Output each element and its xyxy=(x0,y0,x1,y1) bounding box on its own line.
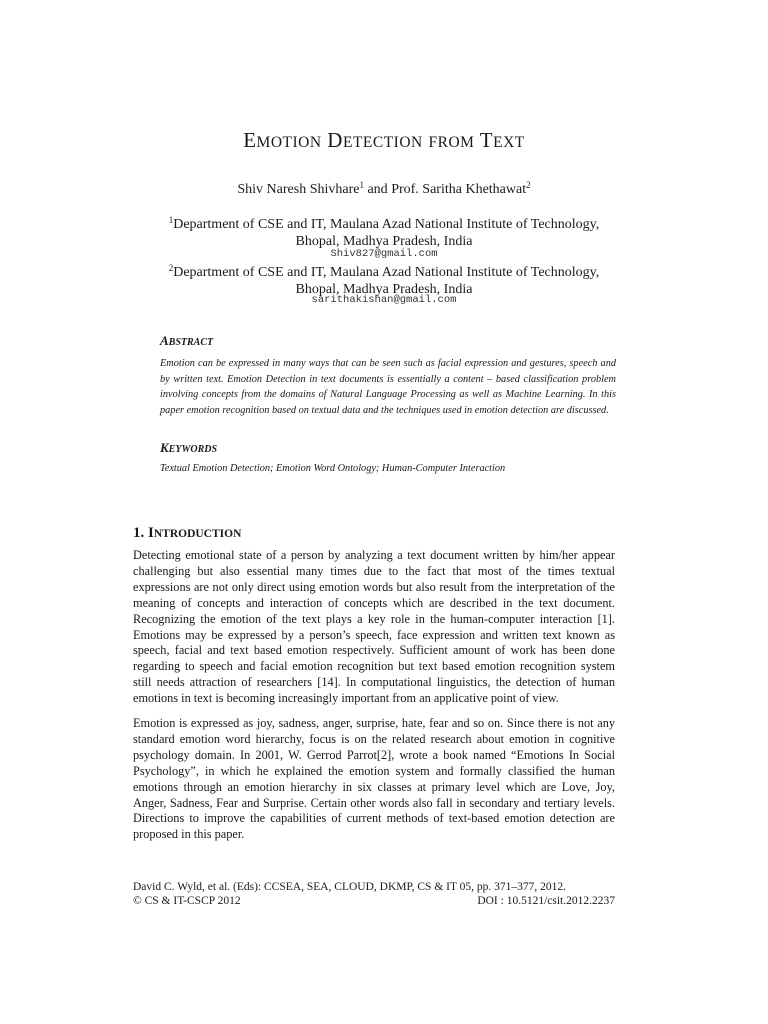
affiliation-sup: 1 xyxy=(168,215,174,225)
affiliation-2 xyxy=(0,260,768,298)
title-word2-cap: D xyxy=(327,128,343,152)
footer-citation: David C. Wyld, et al. (Eds): CCSEA, SEA, CLOUD, DKMP, CS & IT 05, pp. 371–377, 2012. xyxy=(133,881,567,893)
paper-title xyxy=(0,128,768,153)
author-list xyxy=(0,180,768,198)
introduction-heading xyxy=(133,525,241,542)
keywords-text: Textual Emotion Detection; Emotion Word Ontology; Human-Computer Interaction xyxy=(160,463,506,474)
keywords-heading-cap: K xyxy=(160,440,169,455)
introduction-heading-cap: I xyxy=(148,525,154,541)
title-word1-cap: E xyxy=(243,128,257,152)
abstract-heading-rest: BSTRACT xyxy=(168,337,214,348)
author-name: Prof. Saritha Khethawat xyxy=(391,182,527,197)
title-word4-cap: T xyxy=(479,128,494,152)
author-conjunction: and xyxy=(363,182,392,197)
abstract-heading xyxy=(160,333,213,349)
keywords-heading-rest: EYWORDS xyxy=(168,444,218,455)
affiliation-line: Bhopal, Madhya Pradesh, India xyxy=(295,282,473,297)
section-number: 1. xyxy=(133,525,148,541)
author-email[interactable]: Shiv827@gmail.com xyxy=(330,248,438,260)
affiliation-1 xyxy=(0,212,768,250)
introduction-heading-rest: NTRODUCTION xyxy=(153,528,242,540)
footer-copyright: © CS & IT-CSCP 2012 xyxy=(133,895,241,907)
abstract-heading-cap: A xyxy=(160,333,169,348)
author-email[interactable]: sarithakishan@gmail.com xyxy=(311,294,457,306)
keywords-heading xyxy=(160,440,217,456)
title-word1-rest: MOTION xyxy=(256,134,322,151)
affiliation-line: Bhopal, Madhya Pradesh, India xyxy=(295,234,473,249)
affiliation-line: Department of CSE and IT, Maulana Azad National Institute of Technology, xyxy=(173,265,600,280)
affiliation-sup: 2 xyxy=(168,263,174,273)
introduction-paragraph-1: Detecting emotional state of a person by analyzing a text document written by him/her appear challenging but also essential many times due to the fact that most of the times textual expressions are not only direct using emotion words but also result from the interpretation of the meaning of concepts and interaction of concepts which are described in the text document. Recognizing the emotion of the text plays a key role in the human-computer interaction [1]. Emotions may be expressed by a person’s speech, face expression and written text known as speech, facial and text based emotion respectively. Sufficient amount of work has been done regarding to speech and facial emotion recognition but text based emotion recognition system still needs attraction of researchers [14]. In computational linguistics, the detection of human emotions in text is becoming increasingly important from an applicative point of view. xyxy=(133,548,615,706)
author-sup: 2 xyxy=(526,180,531,190)
title-word2-rest: ETECTION xyxy=(342,134,423,151)
footer-doi[interactable]: DOI : 10.5121/csit.2012.2237 xyxy=(477,895,615,907)
introduction-paragraph-2: Emotion is expressed as joy, sadness, anger, surprise, hate, fear and so on. Since there is not any standard emotion word hierarchy, focus is on the related research about emotion in cognitive psychology domain. In 2001, W. Gerrod Parrot[2], wrote a book named “Emotions In Social Psychology”, in which he explained the emotion system and formally classified the human emotions through an emotion hierarchy in six classes at primary level which are Love, Joy, Anger, Sadness, Fear and Surprise. Certain other words also fall in secondary and tertiary levels. Directions to improve the capabilities of current methods of text-based emotion detection are proposed in this paper. xyxy=(133,716,615,842)
author-name: Shiv Naresh Shivhare xyxy=(237,182,360,197)
page-footer xyxy=(133,880,615,908)
author-sup: 1 xyxy=(359,180,364,190)
affiliation-line: Department of CSE and IT, Maulana Azad National Institute of Technology, xyxy=(173,217,600,232)
title-word4-rest: EXT xyxy=(493,134,525,151)
abstract-text: Emotion can be expressed in many ways that can be seen such as facial expression and gestures, speech and by written text. Emotion Detection in text documents is essentially a content – based classification problem involving concepts from the domains of Natural Language Processing as well as Machine Learning. In this paper emotion recognition based on textual data and the techniques used in emotion detection are discussed. xyxy=(160,358,616,416)
title-word3: FROM xyxy=(428,134,475,151)
